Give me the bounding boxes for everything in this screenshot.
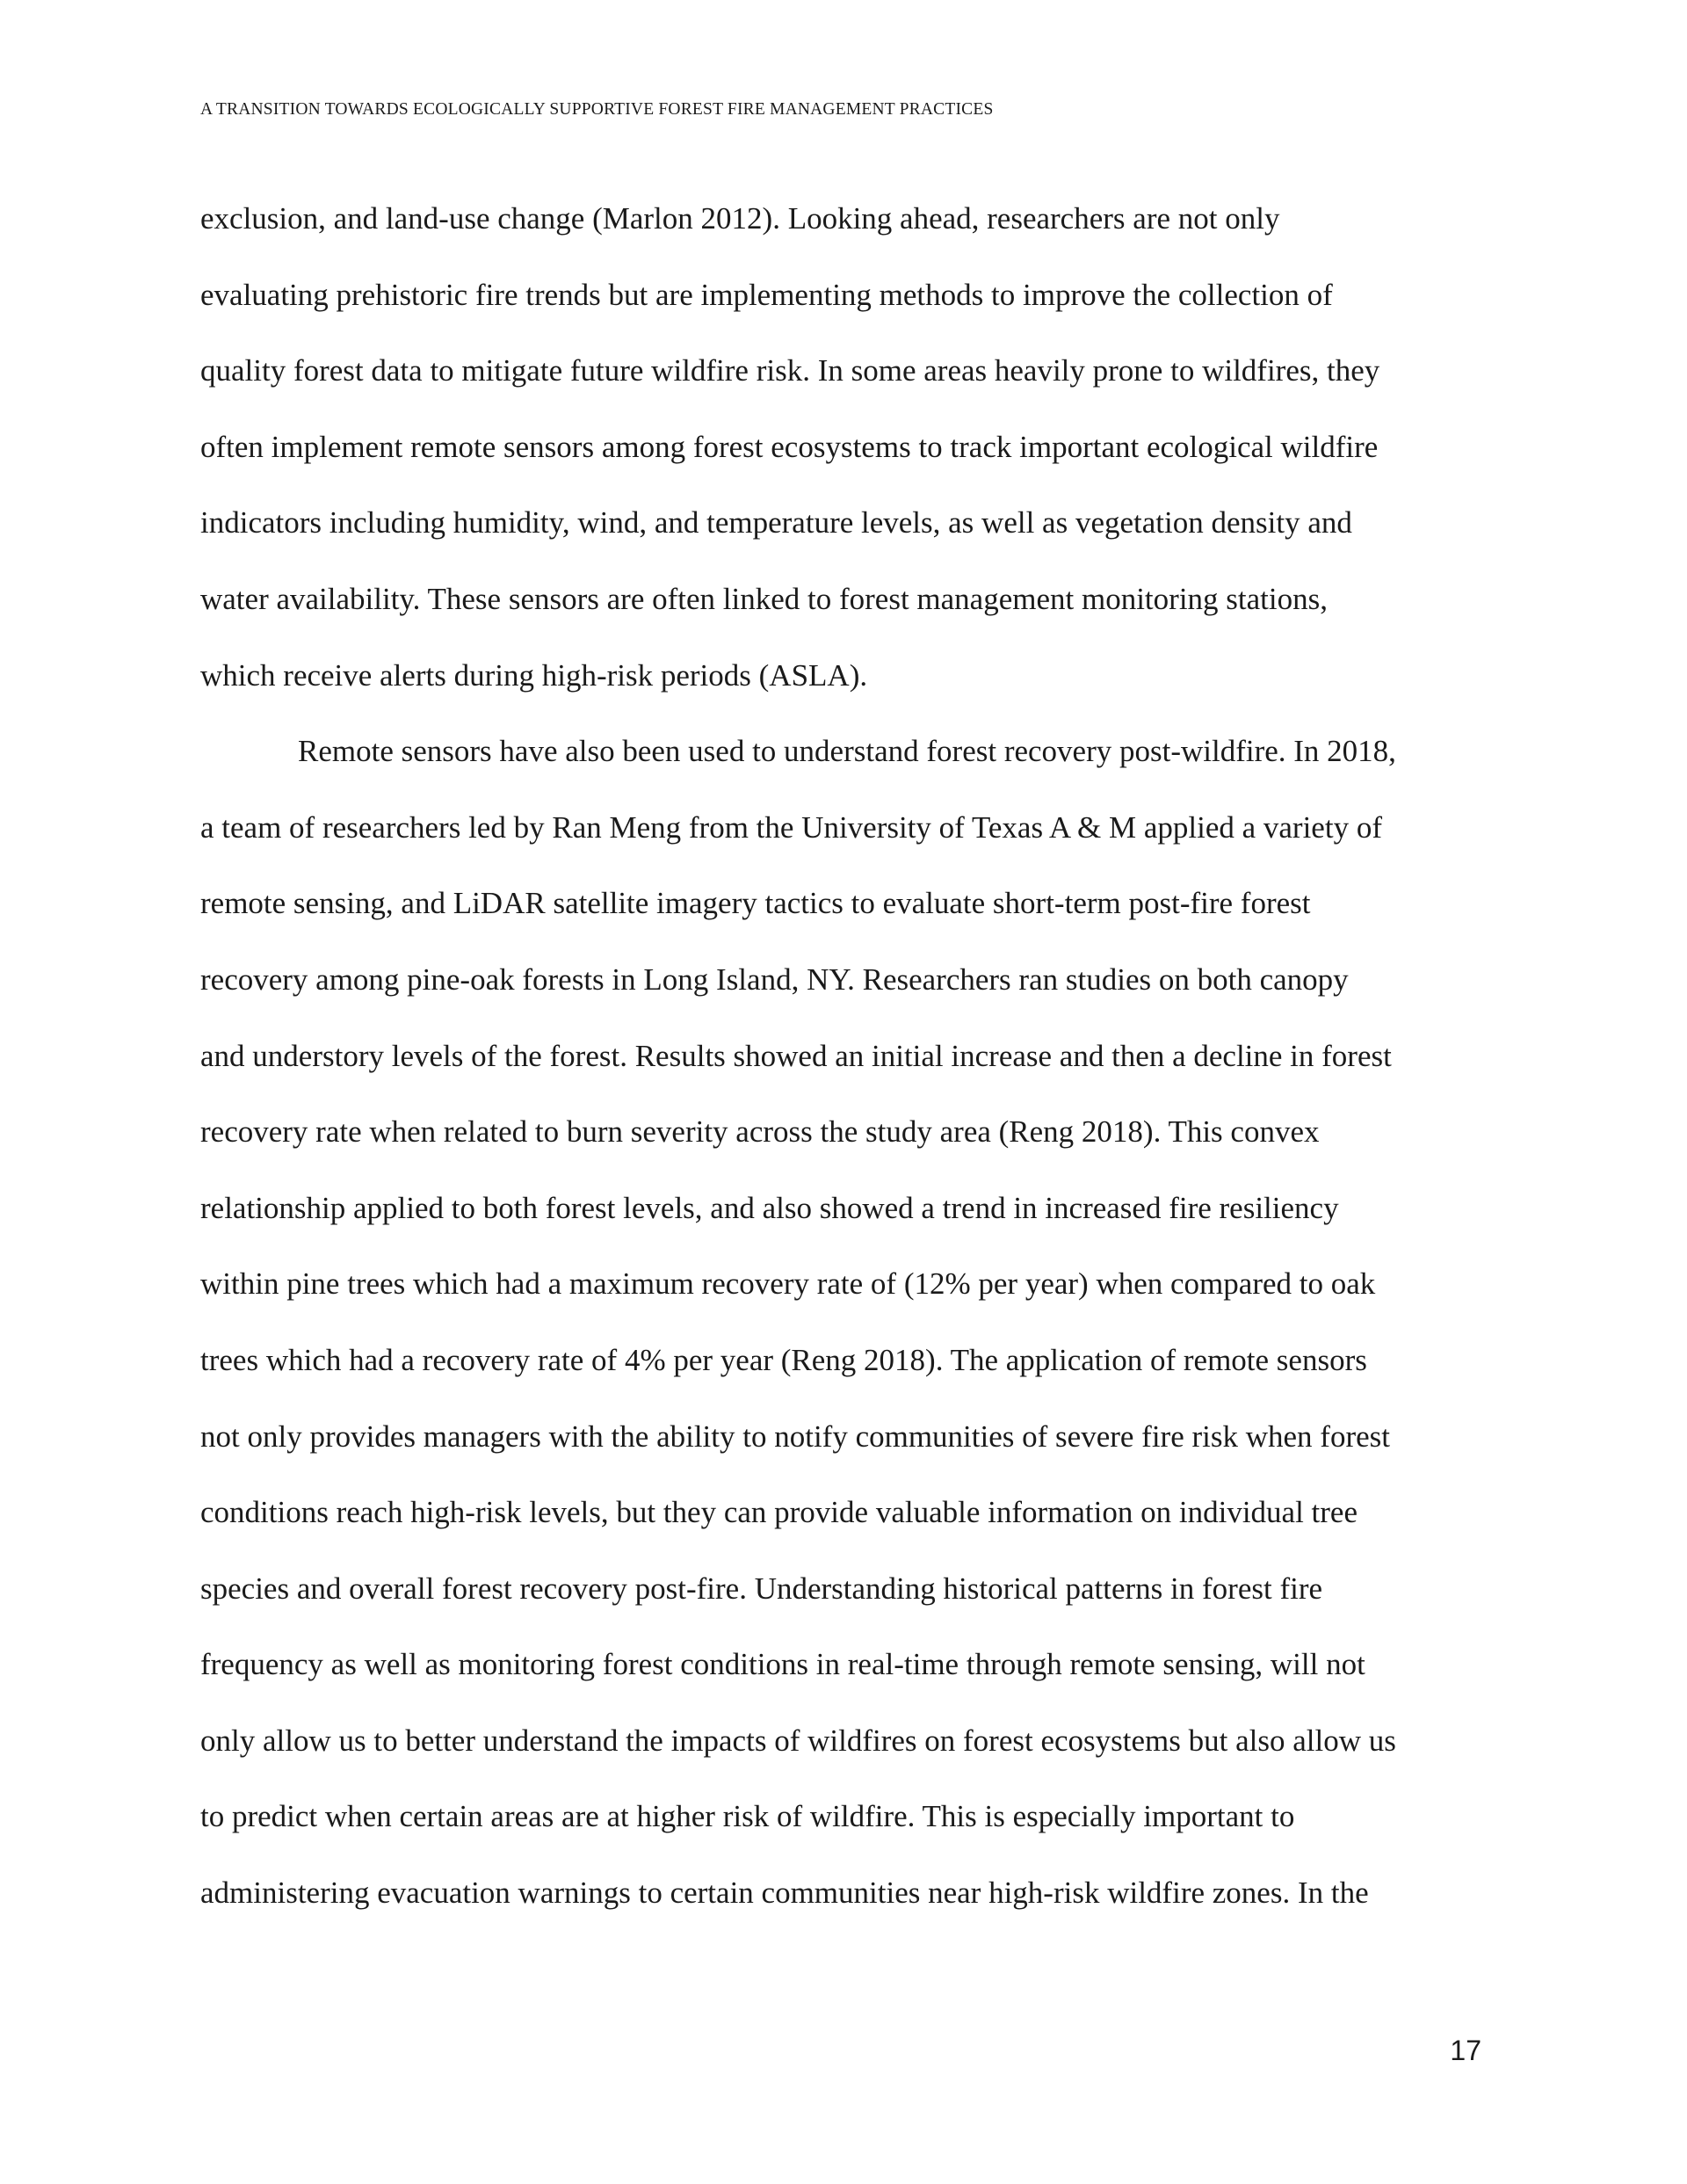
- text-line: quality forest data to mitigate future wildfire risk. In some areas heavily prone to wildfires, they: [200, 353, 1380, 388]
- page-number: 17: [1450, 2035, 1481, 2066]
- text-line: recovery among pine-oak forests in Long Island, NY. Researchers ran studies on both canopy: [200, 961, 1349, 997]
- text-line: administering evacuation warnings to certain communities near high-risk wildfire zones. In the: [200, 1876, 1369, 1911]
- text-line: often implement remote sensors among forest ecosystems to track important ecological wildfire: [200, 429, 1379, 464]
- text-line: remote sensing, and LiDAR satellite imagery tactics to evaluate short-term post-fire forest: [200, 886, 1311, 921]
- running-head: A TRANSITION TOWARDS ECOLOGICALLY SUPPORTIVE FOREST FIRE MANAGEMENT PRACTICES: [200, 100, 994, 119]
- text-line: conditions reach high-risk levels, but they can provide valuable information on individual tree: [200, 1495, 1358, 1530]
- text-line: frequency as well as monitoring forest conditions in real-time through remote sensing, will not: [200, 1647, 1365, 1682]
- text-line: a team of researchers led by Ran Meng from the University of Texas A & M applied a variety of: [200, 809, 1382, 845]
- text-line: only allow us to better understand the impacts of wildfires on forest ecosystems but also allow us: [200, 1723, 1396, 1758]
- text-line: indicators including humidity, wind, and temperature levels, as well as vegetation density and: [200, 505, 1352, 541]
- text-line: trees which had a recovery rate of 4% per year (Reng 2018). The application of remote sensors: [200, 1342, 1367, 1377]
- paragraph-first-line: Remote sensors have also been used to understand forest recovery post-wildfire. In 2018,: [298, 734, 1396, 769]
- body-text: [200, 200, 1501, 1950]
- text-line: not only provides managers with the ability to notify communities of severe fire risk when forest: [200, 1419, 1390, 1454]
- text-line: recovery rate when related to burn severity across the study area (Reng 2018). This convex: [200, 1114, 1320, 1150]
- text-line: evaluating prehistoric fire trends but are implementing methods to improve the collection of: [200, 277, 1333, 312]
- text-line: which receive alerts during high-risk periods (ASLA).: [200, 657, 868, 693]
- text-line: to predict when certain areas are at higher risk of wildfire. This is especially important to: [200, 1799, 1295, 1834]
- text-line: and understory levels of the forest. Results showed an initial increase and then a decline in forest: [200, 1038, 1392, 1073]
- text-line: exclusion, and land-use change (Marlon 2012). Looking ahead, researchers are not only: [200, 201, 1280, 236]
- text-line: within pine trees which had a maximum recovery rate of (12% per year) when compared to oak: [200, 1266, 1376, 1302]
- text-line: species and overall forest recovery post-fire. Understanding historical patterns in forest fire: [200, 1571, 1323, 1606]
- text-line: relationship applied to both forest levels, and also showed a trend in increased fire resiliency: [200, 1190, 1339, 1225]
- text-line: water availability. These sensors are often linked to forest management monitoring stations,: [200, 581, 1328, 616]
